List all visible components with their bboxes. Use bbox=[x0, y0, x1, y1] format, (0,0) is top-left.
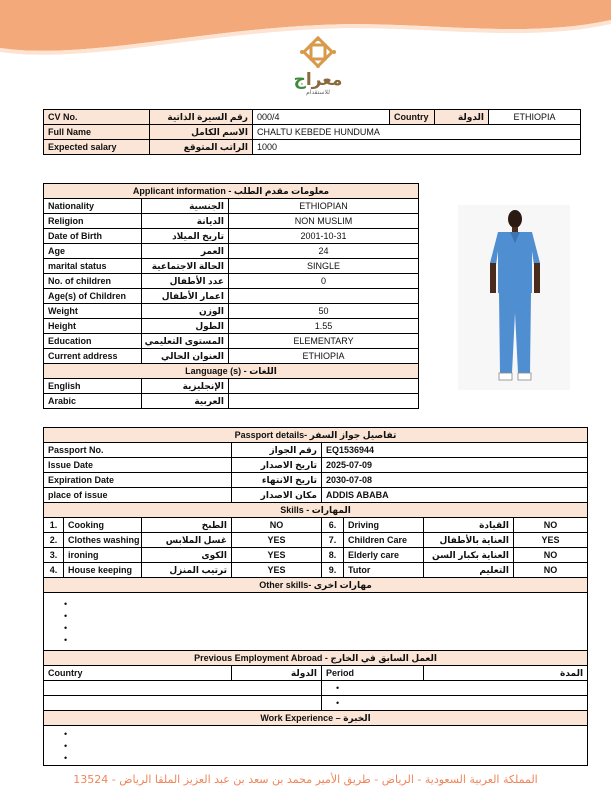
children-label-ar: عدد الأطفال bbox=[142, 274, 229, 289]
skill-value: NO bbox=[514, 518, 588, 533]
full-name-value: CHALTU KEBEDE HUNDUMA bbox=[253, 125, 581, 140]
children-value: 0 bbox=[229, 274, 419, 289]
nationality-label: Nationality bbox=[44, 199, 142, 214]
skill-label-ar: العناية بالأطفال bbox=[424, 533, 514, 548]
children-ages-label-ar: اعمار الأطفال bbox=[142, 289, 229, 304]
header-table bbox=[43, 109, 581, 155]
list-item bbox=[64, 634, 583, 646]
skill-value: YES bbox=[514, 533, 588, 548]
religion-label: Religion bbox=[44, 214, 142, 229]
skill-number: 2. bbox=[44, 533, 64, 548]
weight-value: 50 bbox=[229, 304, 419, 319]
logo-emblem-icon bbox=[296, 36, 340, 72]
issue-date-value: 2025-07-09 bbox=[322, 458, 588, 473]
religion-value: NON MUSLIM bbox=[229, 214, 419, 229]
country-label-ar: الدولة bbox=[435, 110, 489, 125]
arabic-label: Arabic bbox=[44, 394, 142, 409]
arabic-value bbox=[229, 394, 419, 409]
prev-period-label-ar: المدة bbox=[424, 666, 588, 681]
skill-label-ar: التعليم bbox=[424, 563, 514, 578]
country-label: Country bbox=[390, 110, 435, 125]
skill-label-ar: القيادة bbox=[424, 518, 514, 533]
skill-label-ar: غسل الملابس bbox=[142, 533, 232, 548]
skill-label: Cooking bbox=[64, 518, 142, 533]
address-label: Current address bbox=[44, 349, 142, 364]
skill-number: 8. bbox=[322, 548, 344, 563]
other-skills-list bbox=[44, 593, 588, 651]
list-item bbox=[336, 682, 583, 694]
list-item bbox=[64, 728, 583, 740]
skill-number: 9. bbox=[322, 563, 344, 578]
skill-label: Children Care bbox=[344, 533, 424, 548]
nationality-value: ETHIOPIAN bbox=[229, 199, 419, 214]
expiration-date-label-ar: تاريخ الانتهاء bbox=[232, 473, 322, 488]
skill-number: 4. bbox=[44, 563, 64, 578]
list-item bbox=[64, 740, 583, 752]
previous-employment-section-title: Previous Employment Abroad - العمل السابق في الخارج bbox=[44, 651, 588, 666]
expiration-date-value: 2030-07-08 bbox=[322, 473, 588, 488]
children-label: No. of children bbox=[44, 274, 142, 289]
height-value: 1.55 bbox=[229, 319, 419, 334]
applicant-table bbox=[43, 183, 419, 409]
details-table bbox=[43, 427, 588, 766]
nationality-label-ar: الجنسية bbox=[142, 199, 229, 214]
skill-label: Clothes washing bbox=[64, 533, 142, 548]
skill-value: NO bbox=[514, 563, 588, 578]
list-item bbox=[64, 752, 583, 764]
work-experience-list bbox=[44, 726, 588, 766]
applicant-figure-icon bbox=[458, 205, 570, 390]
issue-date-label-ar: تاريخ الاصدار bbox=[232, 458, 322, 473]
education-label: Education bbox=[44, 334, 142, 349]
passport-no-label: Passport No. bbox=[44, 443, 232, 458]
work-experience-section-title: Work Experience – الخبرة bbox=[44, 711, 588, 726]
cv-no-value: 000/4 bbox=[253, 110, 390, 125]
issue-date-label: Issue Date bbox=[44, 458, 232, 473]
salary-label-ar: الراتب المتوقع bbox=[150, 140, 253, 155]
skills-section-title: Skills - المهارات bbox=[44, 503, 588, 518]
height-label-ar: الطول bbox=[142, 319, 229, 334]
salary-label: Expected salary bbox=[44, 140, 150, 155]
height-label: Height bbox=[44, 319, 142, 334]
place-of-issue-value: ADDIS ABABA bbox=[322, 488, 588, 503]
logo-subtitle: للاستقدام bbox=[306, 90, 330, 96]
children-ages-label: Age(s) of Children bbox=[44, 289, 142, 304]
expiration-date-label: Expiration Date bbox=[44, 473, 232, 488]
skill-label-ar: الكوى bbox=[142, 548, 232, 563]
logo-wordmark: معراج bbox=[293, 70, 343, 90]
dob-label-ar: تاريخ الميلاد bbox=[142, 229, 229, 244]
cv-no-label: CV No. bbox=[44, 110, 150, 125]
skill-label-ar: ترتيب المنزل bbox=[142, 563, 232, 578]
skill-label-ar: العناية بكبار السن bbox=[424, 548, 514, 563]
list-item bbox=[64, 610, 583, 622]
children-ages-value bbox=[229, 289, 419, 304]
skill-value: NO bbox=[514, 548, 588, 563]
passport-section-title: Passport details- تفاصيل جواز السفر bbox=[44, 428, 588, 443]
prev-country-label: Country bbox=[44, 666, 232, 681]
weight-label-ar: الوزن bbox=[142, 304, 229, 319]
dob-value: 2001-10-31 bbox=[229, 229, 419, 244]
place-of-issue-label: place of issue bbox=[44, 488, 232, 503]
skill-label: Tutor bbox=[344, 563, 424, 578]
skill-value: NO bbox=[232, 518, 322, 533]
applicant-photo bbox=[458, 205, 570, 390]
skill-number: 7. bbox=[322, 533, 344, 548]
language-section-title: Language (s) - اللغات bbox=[44, 364, 419, 379]
prev-country-label-ar: الدولة bbox=[232, 666, 322, 681]
education-value: ELEMENTARY bbox=[229, 334, 419, 349]
age-label-ar: العمر bbox=[142, 244, 229, 259]
cv-no-label-ar: رقم السيرة الذاتية bbox=[150, 110, 253, 125]
english-label-ar: الإنجليزية bbox=[142, 379, 229, 394]
skill-number: 6. bbox=[322, 518, 344, 533]
skill-label: Driving bbox=[344, 518, 424, 533]
full-name-label-ar: الاسم الكامل bbox=[150, 125, 253, 140]
skill-label: Elderly care bbox=[344, 548, 424, 563]
age-label: Age bbox=[44, 244, 142, 259]
place-of-issue-label-ar: مكان الاصدار bbox=[232, 488, 322, 503]
prev-period-label: Period bbox=[322, 666, 424, 681]
prev-country-value bbox=[44, 696, 322, 711]
skill-value: YES bbox=[232, 533, 322, 548]
english-label: English bbox=[44, 379, 142, 394]
english-value bbox=[229, 379, 419, 394]
age-value: 24 bbox=[229, 244, 419, 259]
list-item bbox=[64, 622, 583, 634]
skill-number: 3. bbox=[44, 548, 64, 563]
weight-label: Weight bbox=[44, 304, 142, 319]
country-value: ETHIOPIA bbox=[489, 110, 581, 125]
address-label-ar: العنوان الحالي bbox=[142, 349, 229, 364]
prev-country-value bbox=[44, 681, 322, 696]
marital-label-ar: الحالة الاجتماعية bbox=[142, 259, 229, 274]
passport-no-label-ar: رقم الجواز bbox=[232, 443, 322, 458]
other-skills-section-title: Other skills- مهارات اخرى bbox=[44, 578, 588, 593]
applicant-section-title: Applicant information - معلومات مقدم الطلب bbox=[44, 184, 419, 199]
prev-period-value bbox=[322, 696, 588, 711]
skill-value: YES bbox=[232, 563, 322, 578]
list-item bbox=[64, 598, 583, 610]
list-item bbox=[336, 697, 583, 709]
prev-period-value bbox=[322, 681, 588, 696]
arabic-label-ar: العربية bbox=[142, 394, 229, 409]
footer-address: المملكة العربية السعودية - الرياض - طريق الأمير محمد بن سعد بن عبد العزيز الملقا الرياض - 13524 bbox=[73, 773, 538, 786]
marital-label: marital status bbox=[44, 259, 142, 274]
passport-no-value: EQ1536944 bbox=[322, 443, 588, 458]
address-value: ETHIOPIA bbox=[229, 349, 419, 364]
religion-label-ar: الديانة bbox=[142, 214, 229, 229]
skill-label: House keeping bbox=[64, 563, 142, 578]
marital-value: SINGLE bbox=[229, 259, 419, 274]
dob-label: Date of Birth bbox=[44, 229, 142, 244]
company-logo bbox=[282, 36, 354, 106]
skill-label-ar: الطبخ bbox=[142, 518, 232, 533]
skill-number: 1. bbox=[44, 518, 64, 533]
full-name-label: Full Name bbox=[44, 125, 150, 140]
skill-label: ironing bbox=[64, 548, 142, 563]
skill-value: YES bbox=[232, 548, 322, 563]
education-label-ar: المستوى التعليمي bbox=[142, 334, 229, 349]
salary-value: 1000 bbox=[253, 140, 581, 155]
